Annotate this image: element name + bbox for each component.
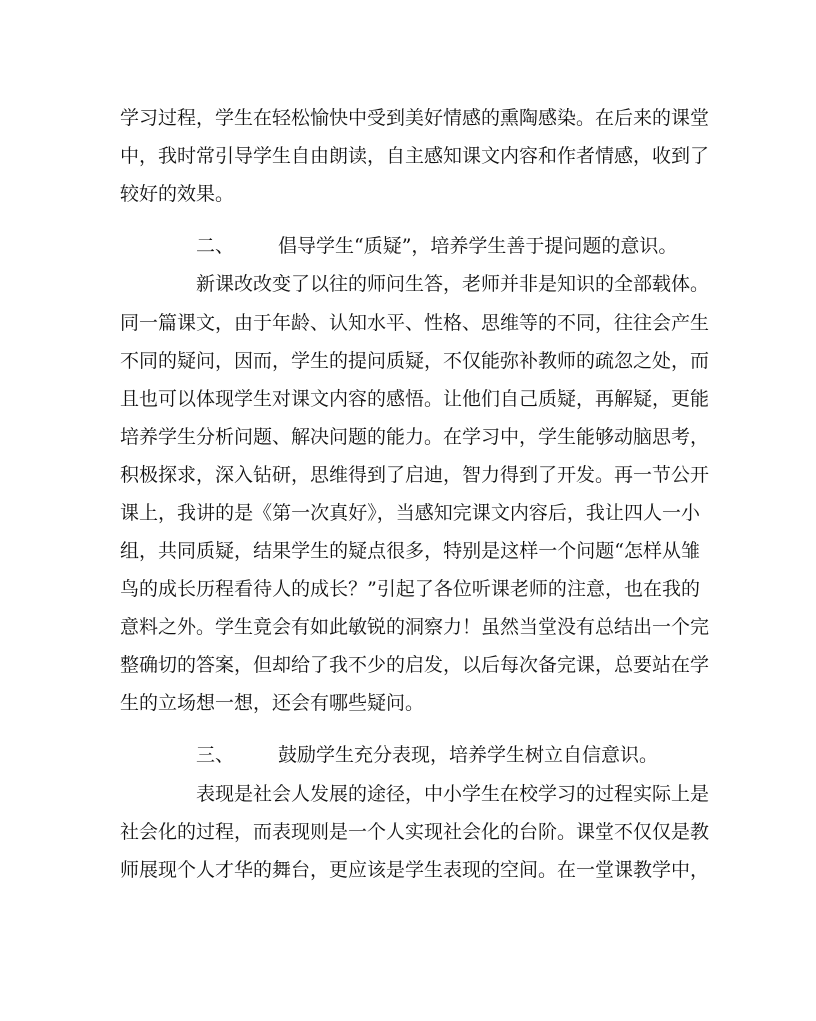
- body-line: 新课改改变了以往的师问生答，老师并非是知识的全部载体。: [196, 273, 710, 295]
- body-line: 组，共同质疑，结果学生的疑点很多，特别是这样一个问题“怎样从雏: [120, 540, 700, 562]
- body-line: 社会化的过程，而表现则是一个人实现社会化的台阶。课堂不仅仅是教: [120, 821, 710, 843]
- body-line: 不同的疑问，因而，学生的提问质疑，不仅能弥补教师的疏忽之处，而: [120, 350, 710, 372]
- section-heading: 倡导学生“质疑”，培养学生善于提问题的意识。: [278, 235, 678, 257]
- body-line: 学习过程，学生在轻松愉快中受到美好情感的熏陶感染。在后来的课堂: [120, 107, 710, 129]
- body-line: 意料之外。学生竟会有如此敏锐的洞察力！虽然当堂没有总结出一个完: [120, 616, 710, 638]
- body-line: 生的立场想一想，还会有哪些疑问。: [120, 692, 425, 714]
- body-line: 课上，我讲的是《第一次真好》，当感知完课文内容后，我让四人一小: [120, 502, 700, 524]
- body-line: 同一篇课文，由于年龄、认知水平、性格、思维等的不同，往往会产生: [120, 312, 710, 334]
- body-line: 较好的效果。: [120, 183, 235, 205]
- body-line: 中，我时常引导学生自由朗读，自主感知课文内容和作者情感，收到了: [120, 145, 710, 167]
- body-line: 鸟的成长历程看待人的成长？”引起了各位听课老师的注意，也在我的: [120, 578, 700, 600]
- body-line: 师展现个人才华的舞台，更应该是学生表现的空间。在一堂课教学中，: [120, 859, 710, 881]
- section-number: 三、: [196, 744, 235, 766]
- body-line: 培养学生分析问题、解决问题的能力。在学习中，学生能够动脑思考，: [120, 426, 710, 448]
- section-heading: 鼓励学生充分表现，培养学生树立自信意识。: [278, 744, 659, 766]
- section-number: 二、: [196, 235, 235, 257]
- body-line: 表现是社会人发展的途径，中小学生在校学习的过程实际上是: [196, 783, 710, 805]
- body-line: 积极探求，深入钻研，思维得到了启迪，智力得到了开发。再一节公开: [120, 464, 710, 486]
- body-line: 整确切的答案，但却给了我不少的启发，以后每次备完课，总要站在学: [120, 654, 710, 676]
- body-line: 且也可以体现学生对课文内容的感悟。让他们自己质疑，再解疑，更能: [120, 388, 710, 410]
